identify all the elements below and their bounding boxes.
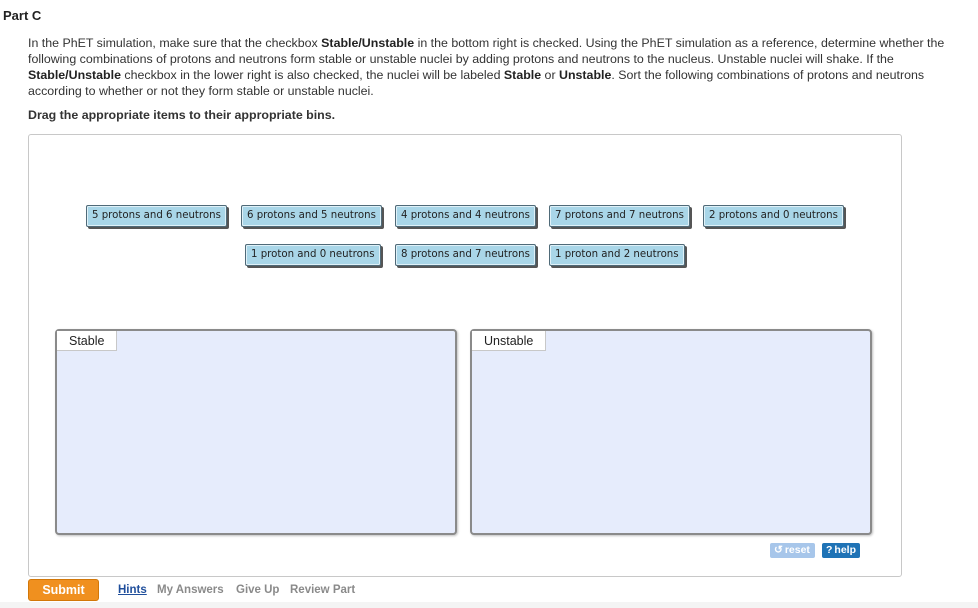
review-part-link[interactable]: Review Part (290, 584, 356, 596)
part-title: Part C (3, 8, 42, 23)
drag-item-1p-0n[interactable]: 1 proton and 0 neutrons (245, 244, 381, 266)
drag-item-2p-0n[interactable]: 2 protons and 0 neutrons (703, 205, 844, 227)
instructions-text-5: . Sort the following combinations of protons and neutrons according to whether or not they form stable or unstable nuclei. (28, 68, 925, 98)
instructions-text-2: in the bottom right is checked. Using the PhET simulation as a reference, determine whether the following combinations of protons and neutrons form stable or unstable nuclei by adding protons and neutrons to the nucleus. Unstable nuclei will shake. If the (28, 36, 945, 66)
instructions-bold-3: Stable (503, 68, 542, 82)
help-label: help (834, 544, 857, 556)
instructions-bold-1: Stable/Unstable (321, 36, 415, 50)
instructions-bold-2: Stable/Unstable (28, 68, 121, 82)
my-answers-link[interactable]: My Answers (157, 584, 224, 596)
instructions-text-1: In the PhET simulation, make sure that the checkbox (28, 36, 322, 50)
give-up-link[interactable]: Give Up (236, 584, 280, 596)
reset-icon: ↺ (774, 544, 783, 556)
reset-button[interactable] (770, 543, 815, 558)
bin-unstable-label: Unstable (472, 331, 546, 351)
drag-drop-workspace (28, 134, 902, 577)
bin-stable-label: Stable (57, 331, 117, 351)
instructions-text-3: checkbox in the lower right is also checked, the nuclei will be labeled (120, 68, 504, 82)
drag-item-1p-2n[interactable]: 1 proton and 2 neutrons (549, 244, 685, 266)
reset-label: reset (784, 544, 810, 556)
drag-item-7p-7n[interactable]: 7 protons and 7 neutrons (549, 205, 690, 227)
instructions-text-4: or (541, 68, 560, 82)
drag-prompt: Drag the appropriate items to their appropriate bins. (28, 108, 336, 122)
bin-unstable[interactable] (470, 329, 872, 535)
submit-button[interactable]: Submit (28, 579, 99, 601)
drag-item-8p-7n[interactable]: 8 protons and 7 neutrons (395, 244, 536, 266)
instructions (28, 35, 972, 99)
help-button[interactable] (822, 543, 860, 558)
help-icon: ? (826, 544, 833, 556)
drag-item-4p-4n[interactable]: 4 protons and 4 neutrons (395, 205, 536, 227)
drag-item-5p-6n[interactable]: 5 protons and 6 neutrons (86, 205, 227, 227)
bin-stable[interactable] (55, 329, 457, 535)
drag-item-6p-5n[interactable]: 6 protons and 5 neutrons (241, 205, 382, 227)
hints-link[interactable]: Hints (118, 584, 147, 596)
footer-band (0, 602, 978, 608)
instructions-bold-4: Unstable (559, 68, 612, 82)
